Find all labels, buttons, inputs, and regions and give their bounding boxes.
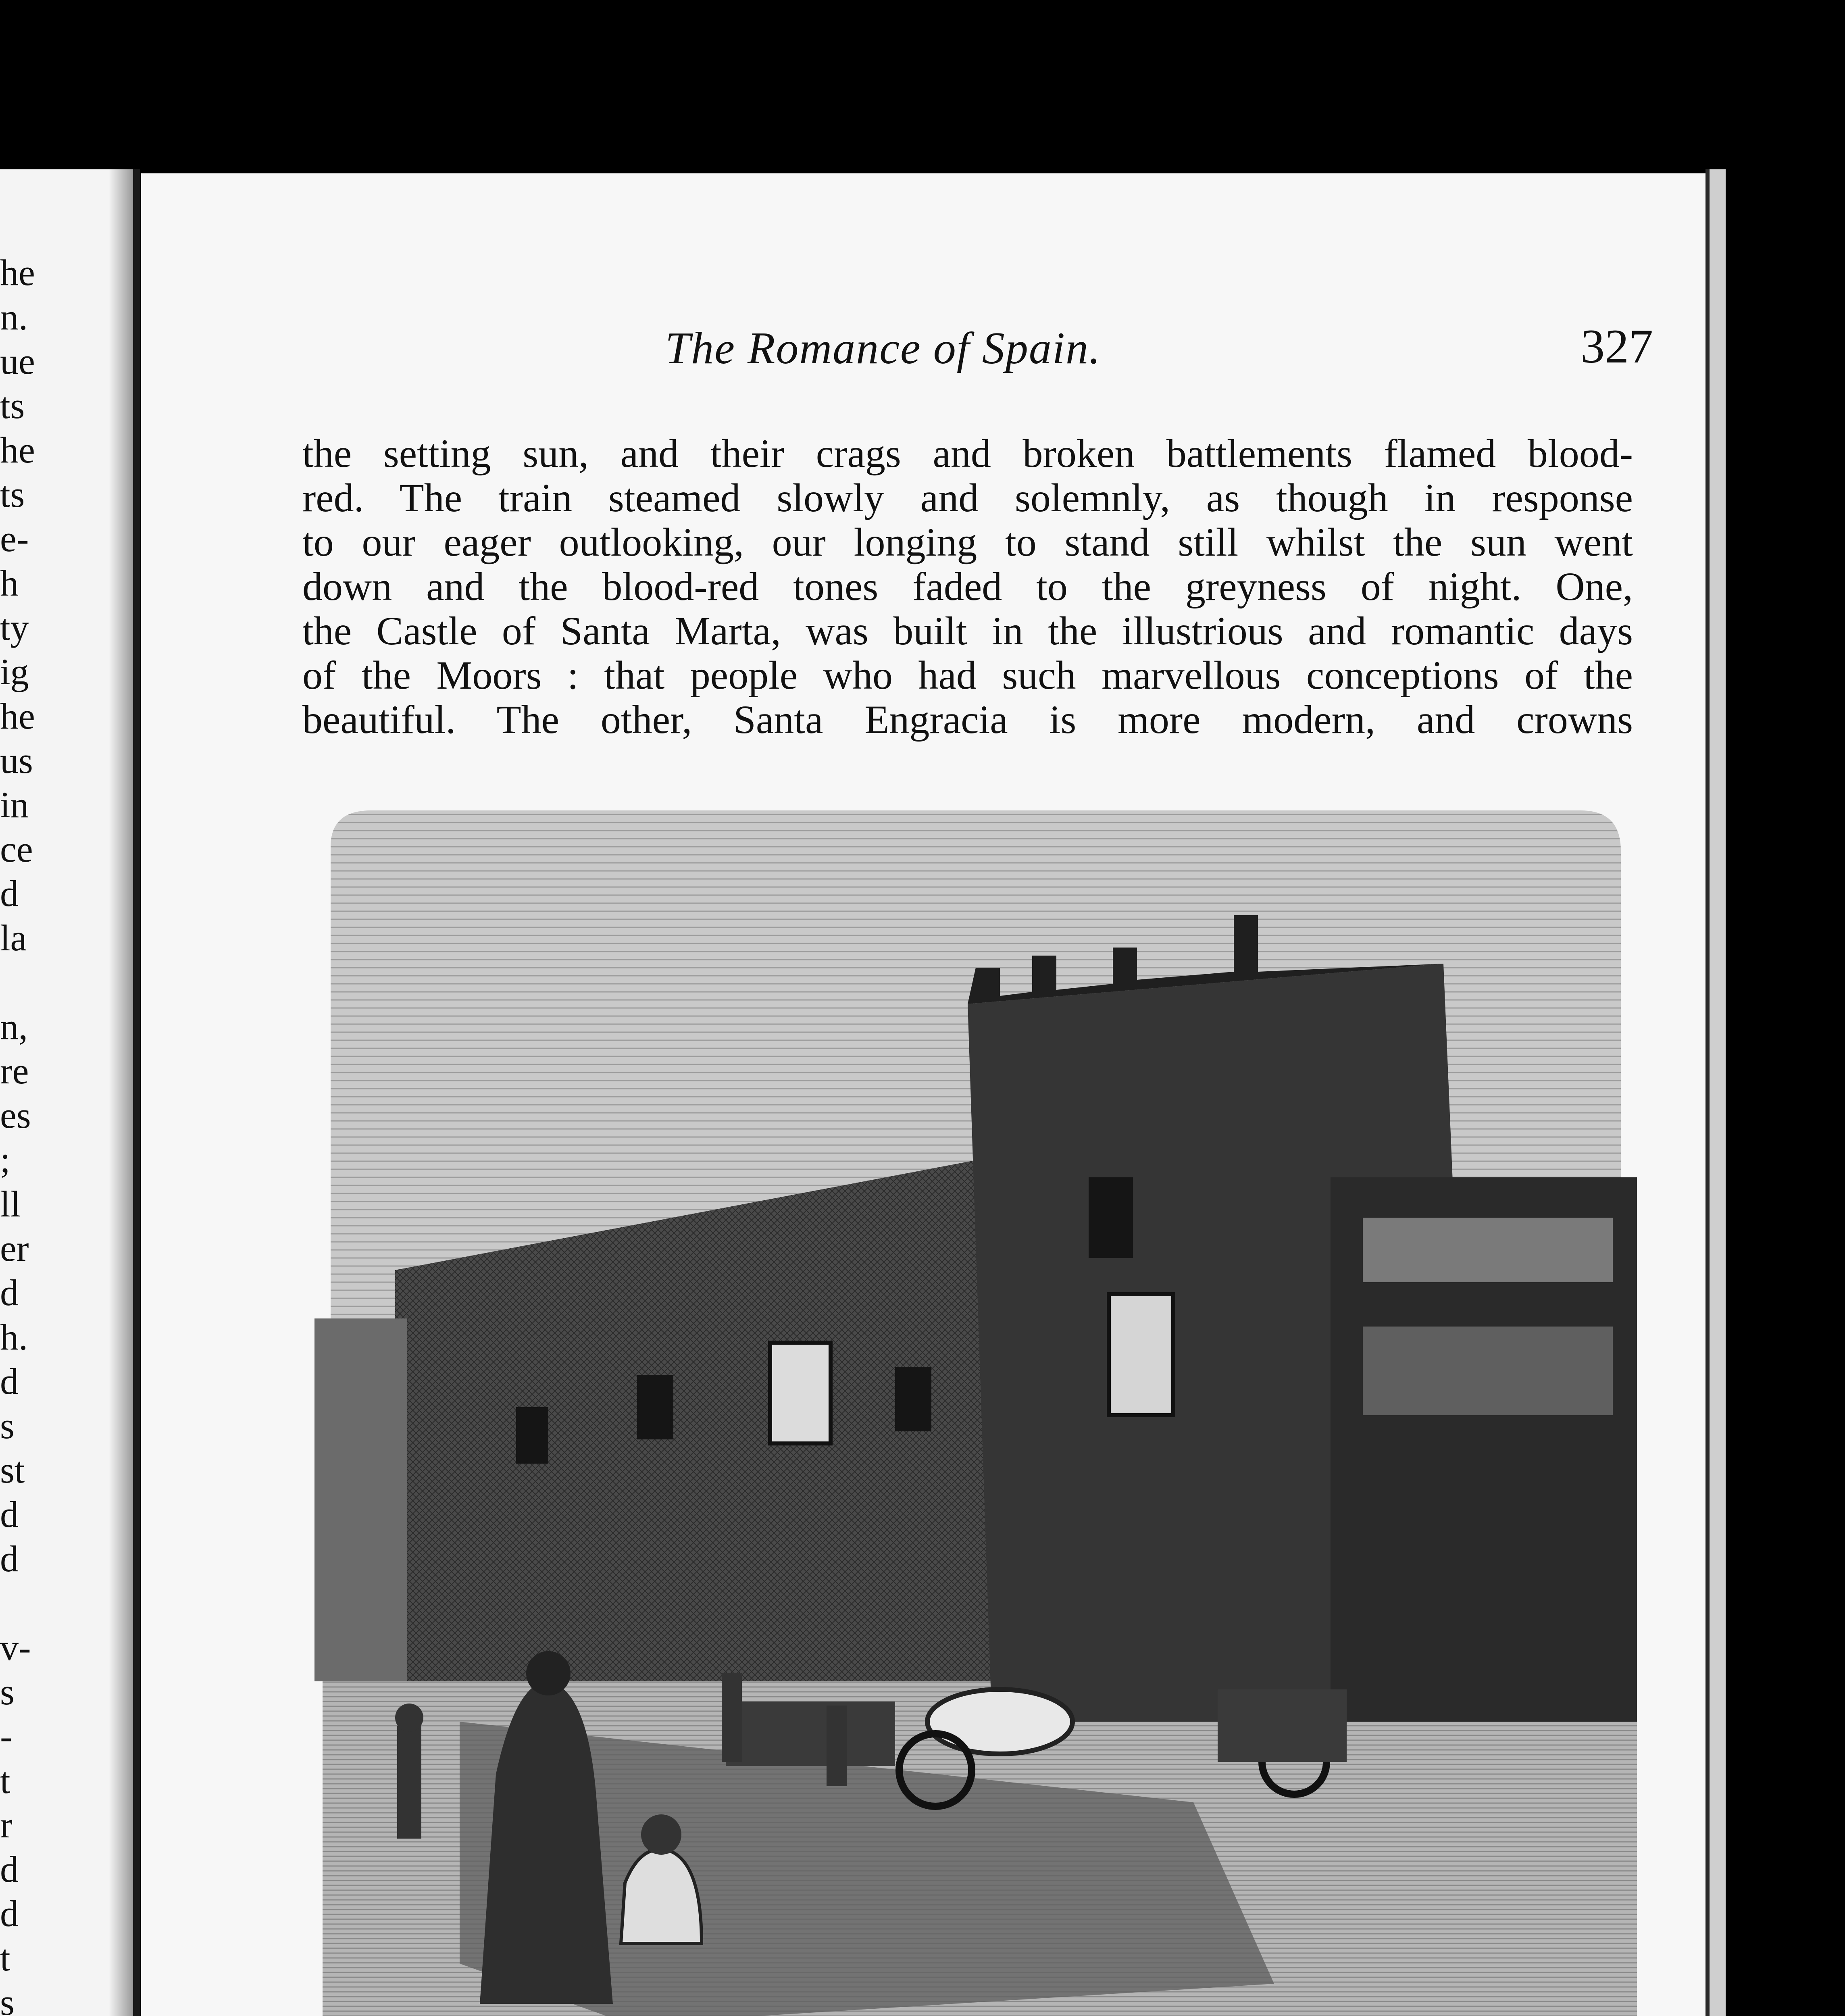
facing-page-fragment-line: ce bbox=[0, 829, 33, 870]
facing-page-fragment-line: ue bbox=[0, 341, 35, 382]
facing-page-fragment-line: he bbox=[0, 252, 35, 293]
text-line: red. The train steamed slowly and solemnly, as though in response bbox=[302, 475, 1633, 520]
facing-page-fragment-line: n, bbox=[0, 1006, 28, 1047]
engraving-old-palace-burgos bbox=[306, 794, 1653, 2016]
facing-page-fragment-line: la bbox=[0, 917, 27, 958]
facing-page-fragment-line: n. bbox=[0, 296, 28, 337]
facing-page-fragment-line: s bbox=[0, 1405, 15, 1446]
facing-page-fragment-line: e- bbox=[0, 518, 29, 559]
engraving-illustration bbox=[306, 794, 1653, 2016]
facing-page-fragment-line: ; bbox=[0, 1139, 10, 1180]
facing-page-fragment-line: s bbox=[0, 1982, 15, 2016]
facing-page-fragment-line: d bbox=[0, 1849, 19, 1890]
facing-page-fragment-line: v- bbox=[0, 1627, 31, 1668]
text-line: down and the blood-red tones faded to the greyness of night. One, bbox=[302, 564, 1633, 609]
facing-page-fragment-line: us bbox=[0, 740, 33, 781]
facing-page-fragment-line: ts bbox=[0, 385, 25, 426]
facing-page-fragment-line: he bbox=[0, 696, 35, 737]
facing-page-fragment-line: d bbox=[0, 873, 19, 914]
book-page bbox=[141, 173, 1705, 2016]
facing-page-fragment-line: d bbox=[0, 1893, 19, 1934]
text-line: the Castle of Santa Marta, was built in the illustrious and romantic days bbox=[302, 608, 1633, 653]
facing-page-fragment-line: ty bbox=[0, 607, 29, 648]
facing-page-fragment-line: h. bbox=[0, 1316, 28, 1358]
facing-page-fragment-line: d bbox=[0, 1538, 19, 1579]
facing-page-fragment-line: ll bbox=[0, 1183, 21, 1225]
page-edge bbox=[1705, 169, 1726, 2016]
facing-page-fragment-line: in bbox=[0, 784, 29, 825]
facing-page-fragment-line: s bbox=[0, 1671, 15, 1712]
text-line: beautiful. The other, Santa Engracia is more modern, and crowns bbox=[302, 697, 1633, 742]
facing-page-fragment-line: d bbox=[0, 1361, 19, 1402]
facing-page-fragment bbox=[0, 169, 140, 2016]
book-gutter bbox=[109, 169, 133, 2016]
running-title: The Romance of Spain. bbox=[665, 323, 1101, 373]
facing-page-fragment-line: ts bbox=[0, 474, 25, 515]
facing-page-fragment-line: re bbox=[0, 1050, 29, 1091]
facing-page-fragment-line: ig bbox=[0, 651, 29, 692]
page-number: 327 bbox=[1581, 319, 1653, 373]
text-line: of the Moors : that people who had such marvellous conceptions of the bbox=[302, 653, 1633, 698]
text-line: to our eager outlooking, our longing to stand still whilst the sun went bbox=[302, 520, 1633, 564]
facing-page-fragment-line: er bbox=[0, 1228, 29, 1269]
facing-page-fragment-line: t bbox=[0, 1760, 10, 1801]
facing-page-fragment-line: h bbox=[0, 562, 19, 604]
facing-page-fragment-line: es bbox=[0, 1095, 31, 1136]
text-line: the setting sun, and their crags and broken battlements flamed blood- bbox=[302, 431, 1633, 476]
paragraph-top bbox=[302, 431, 1633, 742]
running-head bbox=[665, 319, 1653, 375]
facing-page-fragment-line: t bbox=[0, 1937, 10, 1979]
facing-page-fragment-line: - bbox=[0, 1716, 12, 1757]
facing-page-fragment-line: d bbox=[0, 1272, 19, 1313]
facing-page-fragment-line: st bbox=[0, 1450, 25, 1491]
facing-page-fragment-line: he bbox=[0, 429, 35, 471]
facing-page-fragment-line: d bbox=[0, 1494, 19, 1535]
facing-page-fragment-line: r bbox=[0, 1804, 12, 1845]
